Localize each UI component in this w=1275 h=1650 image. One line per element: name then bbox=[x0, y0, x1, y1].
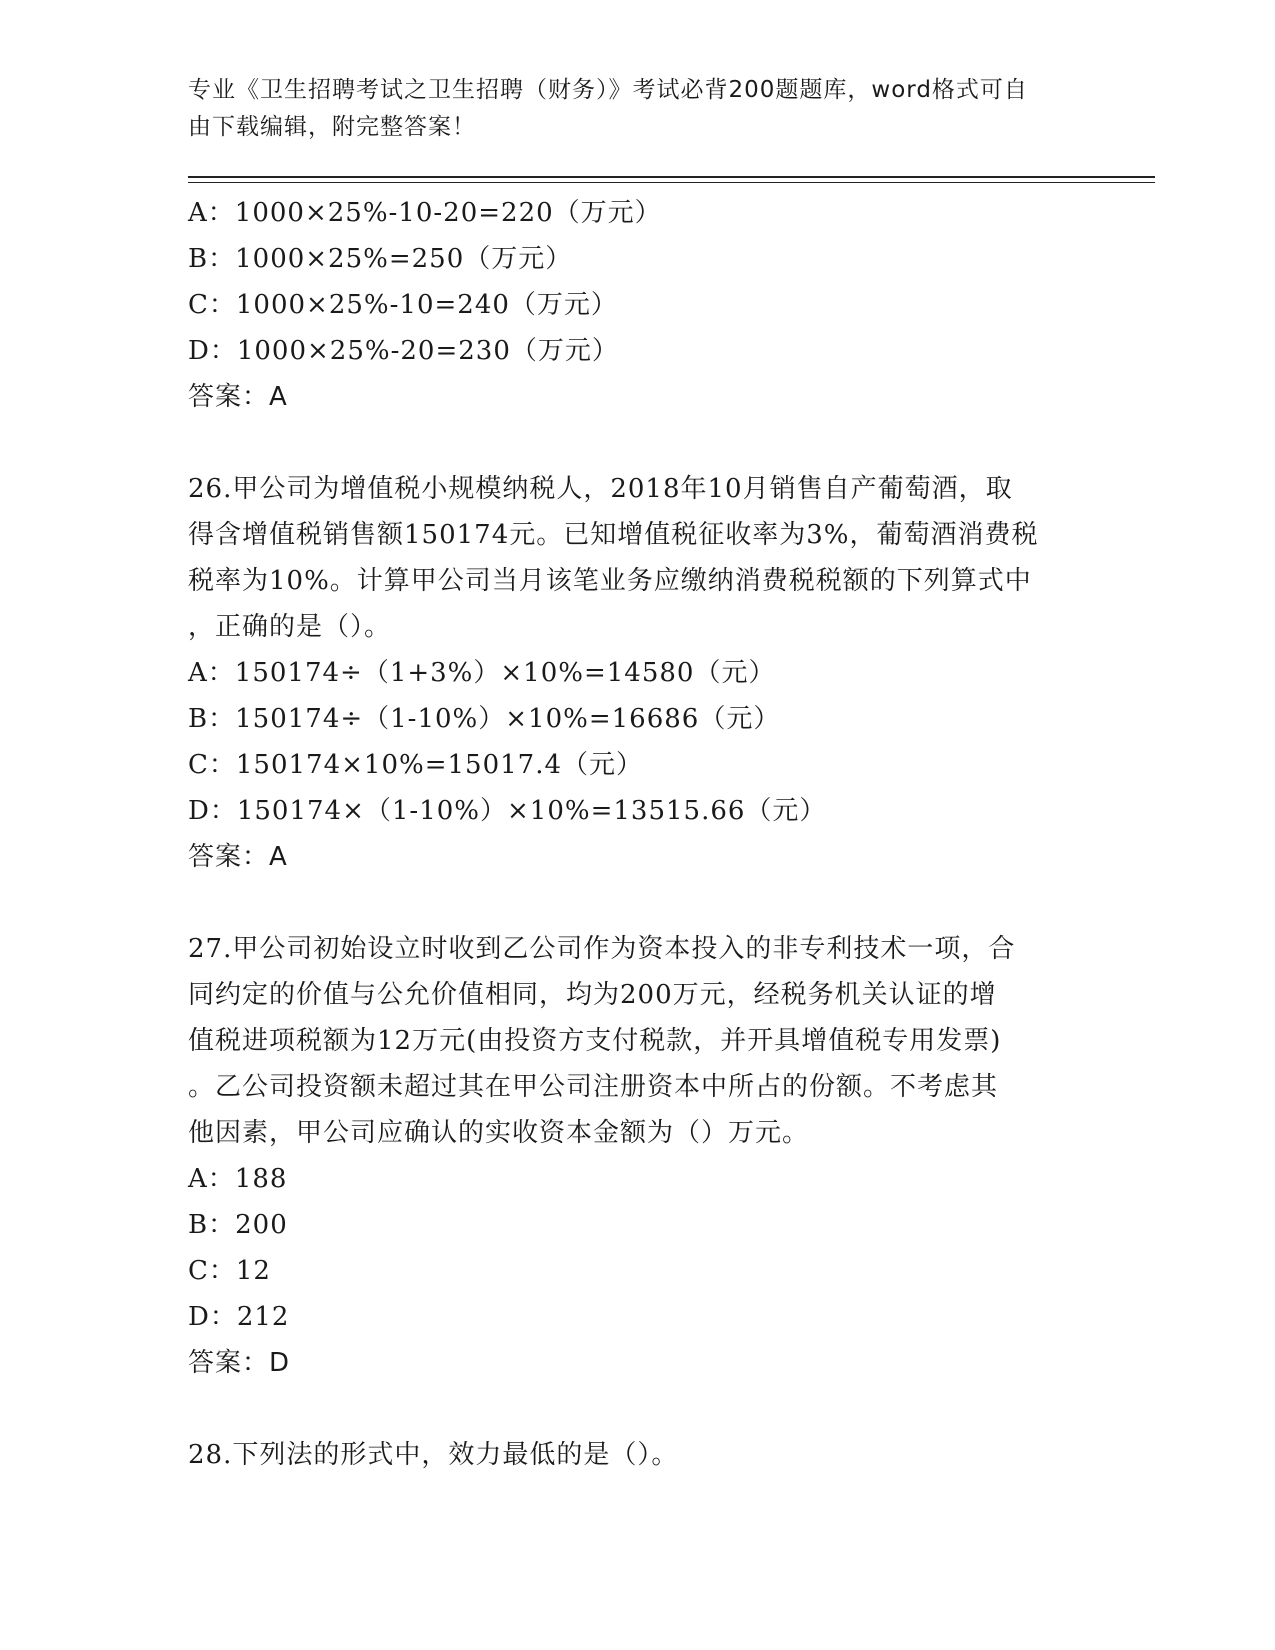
question-text-line: 。乙公司投资额未超过其在甲公司注册资本中所占的份额。不考虑其 bbox=[188, 1072, 999, 1102]
header-divider-thin bbox=[188, 182, 1155, 183]
option-a: A：1000×25%-10-20=220（万元） bbox=[188, 198, 662, 228]
question-text-line: 得含增值税销售额150174元。已知增值税征收率为3%，葡萄酒消费税 bbox=[188, 520, 1039, 550]
question-28 bbox=[188, 1432, 1088, 1478]
option-b: B：200 bbox=[188, 1210, 288, 1240]
question-text-line: ，正确的是（）。 bbox=[188, 612, 392, 642]
option-a: A：150174÷（1+3%）×10%=14580（元） bbox=[188, 658, 776, 688]
document-header bbox=[188, 72, 1088, 146]
option-c: C：1000×25%-10=240（万元） bbox=[188, 290, 618, 320]
question-text-line: 他因素，甲公司应确认的实收资本金额为（）万元。 bbox=[188, 1118, 810, 1148]
question-text-line: 税率为10%。计算甲公司当月该笔业务应缴纳消费税税额的下列算式中 bbox=[188, 566, 1032, 596]
question-25 bbox=[188, 190, 1088, 420]
answer: 答案：A bbox=[188, 842, 288, 872]
option-a: A：188 bbox=[188, 1164, 288, 1194]
answer: 答案：D bbox=[188, 1348, 291, 1378]
option-c: C：12 bbox=[188, 1256, 271, 1286]
question-text-line: 同约定的价值与公允价值相同，均为200万元，经税务机关认证的增 bbox=[188, 980, 997, 1010]
answer: 答案：A bbox=[188, 382, 288, 412]
question-text-line: 27.甲公司初始设立时收到乙公司作为资本投入的非专利技术一项，合 bbox=[188, 934, 1016, 964]
question-27 bbox=[188, 926, 1088, 1386]
option-d: D：1000×25%-20=230（万元） bbox=[188, 336, 619, 366]
question-text-line: 值税进项税额为12万元(由投资方支付税款，并开具增值税专用发票) bbox=[188, 1026, 1002, 1056]
option-b: B：150174÷（1-10%）×10%=16686（元） bbox=[188, 704, 781, 734]
option-d: D：150174×（1-10%）×10%=13515.66（元） bbox=[188, 796, 827, 826]
question-26 bbox=[188, 466, 1088, 880]
document-body bbox=[188, 190, 1088, 1478]
question-text-line: 26.甲公司为增值税小规模纳税人，2018年10月销售自产葡萄酒，取 bbox=[188, 474, 1013, 504]
option-c: C：150174×10%=15017.4（元） bbox=[188, 750, 644, 780]
header-divider-thick bbox=[188, 176, 1155, 178]
header-line-1: 专业《卫生招聘考试之卫生招聘（财务）》考试必背200题题库，word格式可自 bbox=[188, 77, 1028, 103]
header-line-2: 由下载编辑，附完整答案！ bbox=[188, 114, 476, 140]
question-text-line: 28.下列法的形式中，效力最低的是（）。 bbox=[188, 1440, 679, 1470]
option-b: B：1000×25%=250（万元） bbox=[188, 244, 573, 274]
option-d: D：212 bbox=[188, 1302, 290, 1332]
